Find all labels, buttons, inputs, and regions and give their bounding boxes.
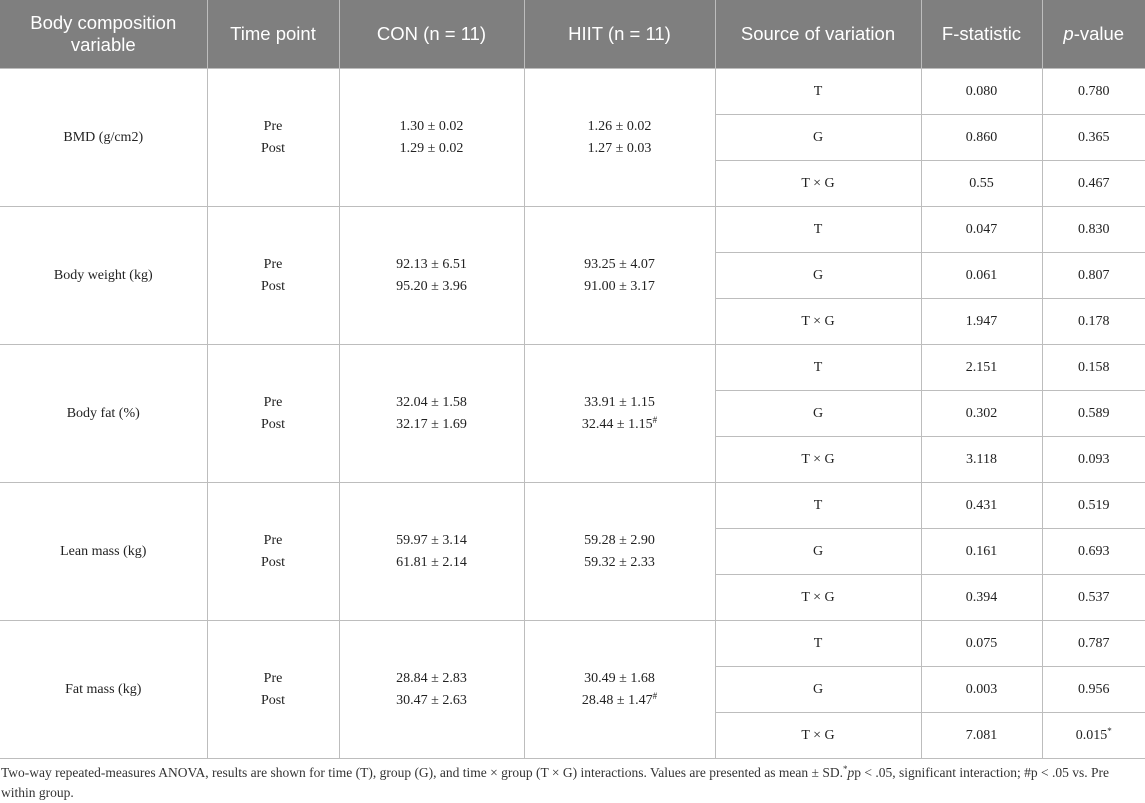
time-point-post: Post	[260, 416, 286, 432]
table-row	[0, 345, 1145, 391]
p-value-cell	[1042, 115, 1145, 161]
table-footnote	[1, 763, 1139, 803]
p-value-cell	[1042, 483, 1145, 529]
f-statistic-value: 0.047	[921, 207, 1042, 253]
time-point-post: Post	[260, 692, 286, 708]
p-value: 0.537	[1078, 589, 1110, 605]
p-value: 0.589	[1078, 405, 1110, 421]
hiit-value-text: 30.49 ± 1.68	[584, 671, 655, 686]
f-statistic-value: 1.947	[921, 299, 1042, 345]
header-p-suffix: -value	[1073, 23, 1125, 44]
time-point-cell	[207, 345, 339, 483]
f-statistic-value: 0.161	[921, 529, 1042, 575]
hiit-pre-value	[529, 668, 711, 690]
con-values-cell	[339, 621, 524, 759]
time-point-pre: Pre	[263, 257, 283, 272]
hiit-value-text: 33.91 ± 1.15	[584, 395, 655, 410]
f-statistic-value: 0.431	[921, 483, 1042, 529]
p-value-cell	[1042, 253, 1145, 299]
p-value-cell	[1042, 161, 1145, 207]
con-pre-value: 28.84 ± 2.83	[396, 671, 467, 686]
f-statistic-value: 7.081	[921, 713, 1042, 759]
p-value-cell	[1042, 391, 1145, 437]
source-of-variation: G	[715, 667, 921, 713]
p-value: 0.093	[1078, 451, 1110, 467]
header-p-value	[1042, 0, 1145, 69]
footnote-p-italic: p	[847, 765, 855, 780]
p-value: 0.830	[1078, 221, 1110, 237]
hiit-values-cell	[524, 345, 715, 483]
hiit-value-text: 32.44 ± 1.15	[581, 416, 653, 432]
hiit-value-text: 59.28 ± 2.90	[584, 533, 655, 548]
hiit-post-value	[529, 414, 711, 436]
p-value: 0.365	[1078, 129, 1110, 145]
source-of-variation: T × G	[715, 437, 921, 483]
table-row	[0, 621, 1145, 667]
table-row	[0, 69, 1145, 115]
con-values-cell	[339, 207, 524, 345]
variable-label: Fat mass (kg)	[65, 681, 142, 697]
p-value: 0.787	[1078, 635, 1110, 651]
source-of-variation: T	[715, 483, 921, 529]
variable-cell	[0, 69, 207, 207]
f-statistic-value: 0.003	[921, 667, 1042, 713]
hiit-values-cell	[524, 207, 715, 345]
significance-star: *	[1107, 725, 1112, 736]
time-point-pre: Pre	[263, 533, 283, 548]
p-value-cell	[1042, 621, 1145, 667]
con-values-cell	[339, 483, 524, 621]
hiit-value-text: 28.48 ± 1.47	[581, 692, 653, 708]
hiit-values-cell	[524, 69, 715, 207]
p-value: 0.693	[1078, 543, 1110, 559]
table-row	[0, 483, 1145, 529]
hiit-value-text: 93.25 ± 4.07	[584, 257, 655, 272]
p-value-cell	[1042, 437, 1145, 483]
hiit-pre-value	[529, 530, 711, 552]
p-value: 0.015	[1075, 727, 1108, 743]
hiit-values-cell	[524, 621, 715, 759]
table-body	[0, 69, 1145, 759]
p-value: 0.467	[1078, 175, 1110, 191]
con-post-value: 32.17 ± 1.69	[396, 416, 467, 432]
hiit-pre-value	[529, 392, 711, 414]
source-of-variation: G	[715, 529, 921, 575]
p-value-cell	[1042, 575, 1145, 621]
header-p-italic: p	[1063, 23, 1074, 44]
time-point-cell	[207, 621, 339, 759]
time-point-cell	[207, 207, 339, 345]
source-of-variation: G	[715, 253, 921, 299]
source-of-variation: T × G	[715, 713, 921, 759]
f-statistic-value: 0.080	[921, 69, 1042, 115]
con-post-value: 61.81 ± 2.14	[396, 554, 467, 570]
header-con: CON (n = 11)	[339, 0, 524, 69]
hiit-value-text: 1.27 ± 0.03	[587, 140, 652, 156]
p-value-cell	[1042, 207, 1145, 253]
source-of-variation: T × G	[715, 161, 921, 207]
source-of-variation: G	[715, 391, 921, 437]
p-value: 0.807	[1078, 267, 1110, 283]
con-values-cell	[339, 69, 524, 207]
p-value-cell	[1042, 345, 1145, 391]
hiit-pre-value	[529, 116, 711, 138]
p-value: 0.780	[1078, 83, 1110, 99]
footnote-text-1: Two-way repeated-measures ANOVA, results are shown for time (T), group (G), and time × group (T × G) interactions. Values are presented as mean ± SD.	[1, 765, 843, 780]
p-value: 0.158	[1078, 359, 1110, 375]
time-point-cell	[207, 69, 339, 207]
source-of-variation: T	[715, 207, 921, 253]
header-f-statistic: F-statistic	[921, 0, 1042, 69]
source-of-variation: T	[715, 345, 921, 391]
f-statistic-value: 0.55	[921, 161, 1042, 207]
time-point-post: Post	[260, 140, 286, 156]
source-of-variation: T	[715, 621, 921, 667]
table-row	[0, 207, 1145, 253]
variable-label: Body weight (kg)	[53, 267, 153, 283]
time-point-pre: Pre	[263, 395, 283, 410]
p-value: 0.178	[1078, 313, 1110, 329]
hiit-post-value	[529, 552, 711, 574]
con-pre-value: 59.97 ± 3.14	[396, 533, 467, 548]
source-of-variation: G	[715, 115, 921, 161]
p-value-cell	[1042, 713, 1145, 759]
variable-cell	[0, 345, 207, 483]
con-pre-value: 32.04 ± 1.58	[396, 395, 467, 410]
variable-cell	[0, 621, 207, 759]
header-source: Source of variation	[715, 0, 921, 69]
hiit-value-text: 59.32 ± 2.33	[584, 554, 655, 570]
time-point-post: Post	[260, 278, 286, 294]
header-hiit: HIIT (n = 11)	[524, 0, 715, 69]
time-point-post: Post	[260, 554, 286, 570]
f-statistic-value: 0.061	[921, 253, 1042, 299]
hiit-value-text: 91.00 ± 3.17	[584, 278, 655, 294]
time-point-cell	[207, 483, 339, 621]
variable-label: Body fat (%)	[66, 405, 140, 421]
source-of-variation: T × G	[715, 299, 921, 345]
con-pre-value: 92.13 ± 6.51	[396, 257, 467, 272]
variable-cell	[0, 207, 207, 345]
header-row	[0, 0, 1145, 69]
source-of-variation: T	[715, 69, 921, 115]
p-value-cell	[1042, 529, 1145, 575]
variable-label: BMD (g/cm2)	[63, 129, 144, 145]
variable-label: Lean mass (kg)	[60, 543, 147, 559]
hiit-post-value	[529, 690, 711, 712]
hiit-values-cell	[524, 483, 715, 621]
time-point-pre: Pre	[263, 119, 283, 134]
con-pre-value: 1.30 ± 0.02	[399, 119, 464, 134]
header-time-point: Time point	[207, 0, 339, 69]
header-variable: Body composition variable	[0, 0, 207, 69]
hiit-post-value	[529, 276, 711, 298]
p-value: 0.519	[1078, 497, 1110, 513]
con-values-cell	[339, 345, 524, 483]
variable-cell	[0, 483, 207, 621]
f-statistic-value: 0.394	[921, 575, 1042, 621]
footnote-text-2: p < .05, significant interaction; #p < .05 vs. Pre within group.	[1, 765, 1110, 800]
p-value: 0.956	[1078, 681, 1110, 697]
f-statistic-value: 3.118	[921, 437, 1042, 483]
hiit-pre-value	[529, 254, 711, 276]
f-statistic-value: 2.151	[921, 345, 1042, 391]
time-point-pre: Pre	[263, 671, 283, 686]
hiit-post-value	[529, 138, 711, 160]
table-header	[0, 0, 1145, 69]
con-post-value: 95.20 ± 3.96	[396, 278, 467, 294]
f-statistic-value: 0.860	[921, 115, 1042, 161]
con-post-value: 1.29 ± 0.02	[399, 140, 464, 156]
p-value-cell	[1042, 299, 1145, 345]
significance-mark: #	[652, 690, 658, 701]
footnote-star: *	[842, 764, 848, 774]
f-statistic-value: 0.302	[921, 391, 1042, 437]
source-of-variation: T × G	[715, 575, 921, 621]
hiit-value-text: 1.26 ± 0.02	[587, 119, 652, 134]
f-statistic-value: 0.075	[921, 621, 1042, 667]
con-post-value: 30.47 ± 2.63	[396, 692, 467, 708]
p-value-cell	[1042, 69, 1145, 115]
p-value-cell	[1042, 667, 1145, 713]
significance-mark: #	[652, 414, 658, 425]
